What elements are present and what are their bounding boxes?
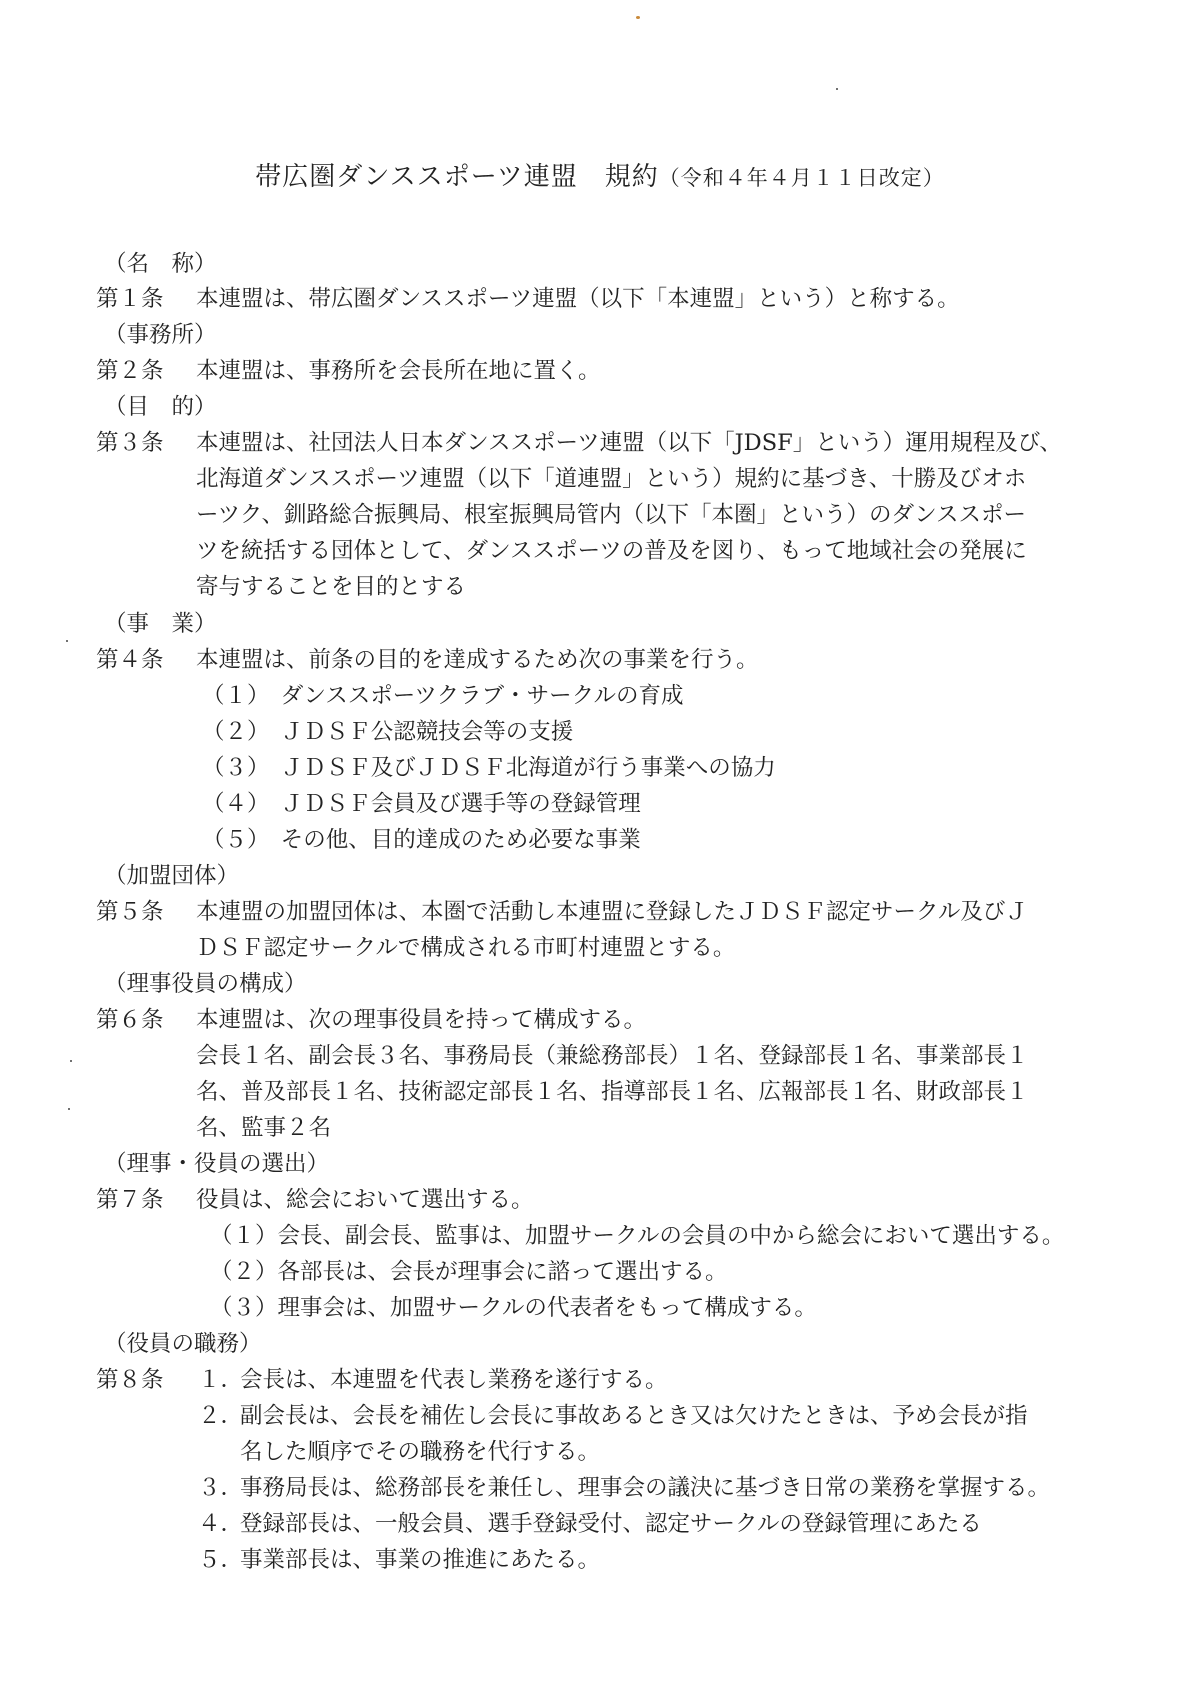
document-title [0, 156, 1200, 193]
article-number: 第３条 [96, 430, 164, 456]
list-item: （２）各部長は、会長が理事会に諮って選出する。 [210, 1259, 728, 1285]
duty-text: 登録部長は、一般会員、選手登録受付、認定サークルの登録管理にあたる [240, 1511, 982, 1537]
article-text: 会長１名、副会長３名、事務局長（兼総務部長）１名、登録部長１名、事業部長１ [196, 1043, 1029, 1069]
article-number: 第２条 [96, 358, 164, 384]
duty-number: ４． [198, 1511, 244, 1537]
duty-text: 名した順序でその職務を代行する。 [240, 1439, 601, 1465]
article-text: 名、監事２名 [196, 1115, 332, 1141]
article-heading: （理事役員の構成） [104, 971, 307, 997]
article-text: 本連盟は、事務所を会長所在地に置く。 [196, 358, 601, 384]
scan-speck [66, 640, 68, 642]
article-heading: （目 的） [104, 394, 217, 420]
duty-number: １． [198, 1367, 244, 1393]
article-text: 名、普及部長１名、技術認定部長１名、指導部長１名、広報部長１名、財政部長１ [196, 1079, 1029, 1105]
article-number: 第７条 [96, 1187, 164, 1213]
article-number: 第６条 [96, 1007, 164, 1033]
article-text: ＤＳＦ認定サークルで構成される市町村連盟とする。 [196, 935, 736, 961]
duty-text: 会長は、本連盟を代表し業務を遂行する。 [240, 1367, 668, 1393]
scan-speck [636, 16, 640, 19]
article-number: 第８条 [96, 1367, 164, 1393]
duty-number: ３． [198, 1475, 244, 1501]
scan-speck [68, 1108, 70, 1110]
title-main: 帯広圏ダンススポーツ連盟 規約 [255, 162, 659, 192]
article-text: 本連盟は、帯広圏ダンススポーツ連盟（以下「本連盟」という）と称する。 [196, 286, 960, 312]
article-number: 第４条 [96, 647, 164, 673]
article-number: 第５条 [96, 899, 164, 925]
duty-text: 副会長は、会長を補佐し会長に事故あるとき又は欠けたときは、予め会長が指 [240, 1403, 1028, 1429]
scan-speck [836, 88, 838, 90]
title-amended-date: （令和４年４月１１日改定） [658, 166, 945, 190]
article-text: 寄与することを目的とする [196, 574, 467, 600]
article-text: 本連盟の加盟団体は、本圏で活動し本連盟に登録したＪＤＳＦ認定サークル及びＪ [196, 899, 1028, 925]
list-item: （１）会長、副会長、監事は、加盟サークルの会員の中から総会において選出する。 [210, 1223, 1065, 1249]
article-heading: （役員の職務） [104, 1331, 262, 1357]
list-item: （３）理事会は、加盟サークルの代表者をもって構成する。 [210, 1295, 817, 1321]
article-text: 本連盟は、社団法人日本ダンススポーツ連盟（以下「JDSF」という）運用規程及び、 [196, 430, 1062, 456]
list-item: （５） その他、目的達成のため必要な事業 [202, 827, 641, 853]
duty-number: ５． [198, 1547, 244, 1573]
article-text: ーツク、釧路総合振興局、根室振興局管内（以下「本圏」という）のダンススポー [196, 502, 1027, 528]
article-text: 本連盟は、次の理事役員を持って構成する。 [196, 1007, 647, 1033]
article-heading: （事務所） [104, 322, 217, 348]
article-heading: （理事・役員の選出） [104, 1151, 330, 1177]
article-text: 北海道ダンススポーツ連盟（以下「道連盟」という）規約に基づき、十勝及びオホ [196, 466, 1027, 492]
duty-text: 事業部長は、事業の推進にあたる。 [240, 1547, 601, 1573]
article-text: ツを統括する団体として、ダンススポーツの普及を図り、もって地域社会の発展に [196, 538, 1027, 564]
list-item: （３） ＪＤＳＦ及びＪＤＳＦ北海道が行う事業への協力 [202, 755, 776, 781]
article-text: 役員は、総会において選出する。 [196, 1187, 534, 1213]
article-heading: （事 業） [104, 611, 217, 637]
article-heading: （名 称） [104, 251, 217, 277]
article-text: 本連盟は、前条の目的を達成するため次の事業を行う。 [196, 647, 759, 673]
list-item: （２） ＪＤＳＦ公認競技会等の支援 [202, 719, 574, 745]
article-number: 第１条 [96, 286, 164, 312]
scan-speck [70, 1060, 72, 1062]
list-item: （１） ダンススポーツクラブ・サークルの育成 [202, 683, 684, 709]
list-item: （４） ＪＤＳＦ会員及び選手等の登録管理 [202, 791, 641, 817]
duty-text: 事務局長は、総務部長を兼任し、理事会の議決に基づき日常の業務を掌握する。 [240, 1475, 1051, 1501]
article-heading: （加盟団体） [104, 863, 240, 889]
duty-number: ２． [198, 1403, 244, 1429]
